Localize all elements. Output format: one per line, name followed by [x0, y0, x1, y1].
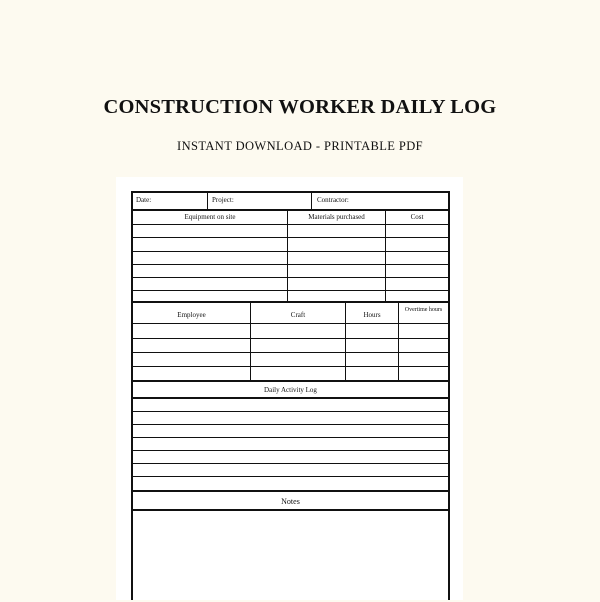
- divider: [133, 397, 448, 399]
- divider: [398, 303, 399, 382]
- materials-header: Materials purchased: [308, 213, 365, 221]
- divider: [133, 411, 448, 412]
- divider: [345, 303, 346, 382]
- divider: [133, 224, 448, 225]
- divider: [133, 264, 448, 265]
- divider: [133, 437, 448, 438]
- divider: [311, 193, 312, 210]
- notes-header: Notes: [281, 497, 300, 506]
- date-field: Date:: [136, 196, 152, 204]
- notes-area[interactable]: [133, 511, 448, 602]
- divider: [133, 338, 448, 339]
- divider: [133, 290, 448, 291]
- divider: [133, 277, 448, 278]
- divider: [133, 352, 448, 353]
- divider: [250, 303, 251, 382]
- contractor-field: Contractor:: [317, 196, 349, 204]
- page-title: CONSTRUCTION WORKER DAILY LOG: [103, 96, 497, 118]
- divider: [133, 424, 448, 425]
- divider: [133, 476, 448, 477]
- activity-log-header: Daily Activity Log: [264, 386, 317, 394]
- page-subtitle: INSTANT DOWNLOAD - PRINTABLE PDF: [177, 139, 423, 153]
- divider: [133, 301, 448, 303]
- divider: [133, 237, 448, 238]
- craft-header: Craft: [290, 311, 306, 319]
- divider: [133, 463, 448, 464]
- divider: [133, 323, 448, 324]
- divider: [133, 490, 448, 492]
- divider: [133, 251, 448, 252]
- equipment-header: Equipment on site: [184, 213, 236, 221]
- cost-header: Cost: [410, 213, 424, 221]
- overtime-hours-header: Overtime hours: [404, 307, 443, 313]
- divider: [133, 450, 448, 451]
- divider: [133, 366, 448, 367]
- employee-header: Employee: [177, 311, 206, 319]
- hours-header: Hours: [363, 311, 381, 319]
- divider: [207, 193, 208, 210]
- daily-log-form: [131, 191, 450, 600]
- project-field: Project:: [212, 196, 234, 204]
- divider: [133, 380, 448, 382]
